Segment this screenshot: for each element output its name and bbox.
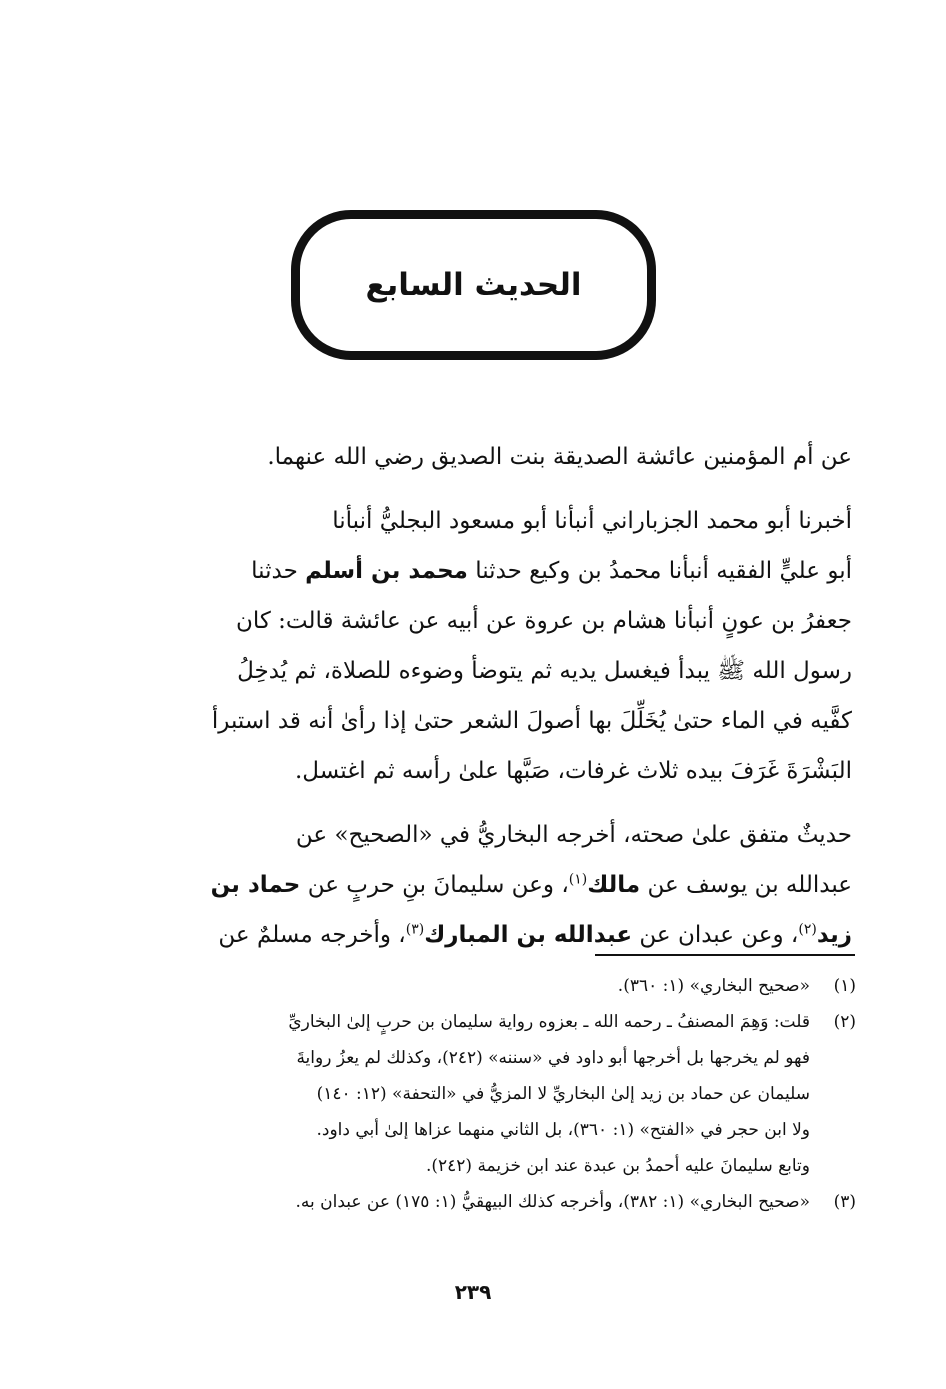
footnote-text: ولا ابن حجر في «الفتح» (١: ٣٦٠)، بل الثاني منهما عزاها إلىٰ أبي داود. — [316, 1120, 810, 1140]
footnote-3 — [104, 1184, 856, 1220]
isnad-line-5: كفَّيه في الماء حتىٰ يُخَلِّلَ بها أصولَ الشعر حتىٰ إذا رأىٰ أنه قد استبرأ — [211, 708, 852, 734]
takhrij-text: ، وأخرجه مسلمٌ عن — [218, 922, 406, 948]
footnote-text: «صحيح البخاري» (١: ٣٦٠). — [617, 976, 810, 996]
intro-line: عن أم المؤمنين عائشة الصديقة بنت الصديق رضي الله عنهما. — [267, 444, 852, 470]
footnote-number: (٣) — [833, 1192, 856, 1212]
narrator-name: عبدالله بن المبارك — [424, 922, 633, 948]
takhrij-line-3 — [104, 910, 852, 960]
footnote-number: (٢) — [833, 1012, 856, 1032]
footnote-divider — [595, 954, 855, 956]
isnad-line-1: أخبرنا أبو محمد الجزباراني أنبأنا أبو مسعود البجليُّ أنبأنا — [332, 508, 852, 534]
takhrij-text: ، وعن سليمانَ بنِ حربٍ عن — [307, 872, 569, 898]
footnote-2 — [104, 1004, 856, 1184]
footnote-number: (١) — [833, 976, 856, 996]
takhrij-text: عبدالله بن يوسف عن — [647, 872, 852, 898]
narrator-name: زيد — [816, 922, 852, 948]
takhrij-line-2 — [104, 860, 852, 910]
page-number: ٢٣٩ — [454, 1280, 492, 1304]
footnotes — [104, 968, 856, 1220]
narrator-name: حماد بن — [210, 872, 301, 898]
chapter-title-frame — [291, 210, 656, 360]
takhrij-text: ، وعن عبدان عن — [639, 922, 799, 948]
footnote-ref-3[interactable]: (٣) — [405, 921, 425, 938]
footnote-text: قلت: وَهِمَ المصنفُ ـ رحمه الله ـ بعزوه رواية سليمان بن حربٍ إلىٰ البخاريِّ — [288, 1012, 810, 1032]
isnad-line-4: رسول الله ﷺ يبدأ فيغسل يديه ثم يتوضأ وضوءه للصلاة، ثم يُدخِلُ — [237, 658, 852, 684]
main-text — [104, 432, 852, 974]
isnad-line-6: البَشْرَةَ غَرَفَ بيده ثلاث غرفات، صَبَّها علىٰ رأسه ثم اغتسل. — [295, 758, 852, 784]
isnad-line-3: جعفرُ بن عونٍ أنبأنا هشام بن عروة عن أبيه عن عائشة قالت: كان — [235, 608, 852, 634]
footnote-ref-2[interactable]: (٢) — [798, 921, 817, 938]
footnote-1 — [104, 968, 856, 1004]
takhrij-line-1: حديثٌ متفق علىٰ صحته، أخرجه البخاريُّ في «الصحيح» عن — [295, 822, 852, 848]
isnad-text: أبو عليٍّ الفقيه أنبأنا محمدُ بن وكيع حدثنا — [475, 558, 852, 584]
footnote-text: فهو لم يخرجها بل أخرجها أبو داود في «سننه» (٢٤٢)، وكذلك لم يعزُ روايةَ — [296, 1048, 810, 1068]
footnote-ref-1[interactable]: (١) — [568, 871, 588, 888]
narrator-name: مالك — [587, 872, 641, 898]
chapter-title: الحديث السابع — [365, 267, 582, 303]
isnad-line-2 — [104, 546, 852, 596]
footnote-text: «صحيح البخاري» (١: ٣٨٢)، وأخرجه كذلك البيهقيُّ (١: ١٧٥) عن عبدان به. — [295, 1192, 810, 1212]
narrator-name: محمد بن أسلم — [305, 558, 468, 584]
takhrij-paragraph — [104, 810, 852, 960]
isnad-text: حدثنا — [251, 558, 298, 584]
footnote-text: سليمان عن حماد بن زيد إلىٰ البخاريِّ لا المزيُّ في «التحفة» (١٢: ١٤٠) — [316, 1084, 810, 1104]
isnad-paragraph — [104, 496, 852, 796]
intro-paragraph — [104, 432, 852, 482]
footnote-text: وتابع سليمانَ عليه أحمدُ بن عبدة عند ابن خزيمة (٢٤٢). — [425, 1156, 810, 1176]
